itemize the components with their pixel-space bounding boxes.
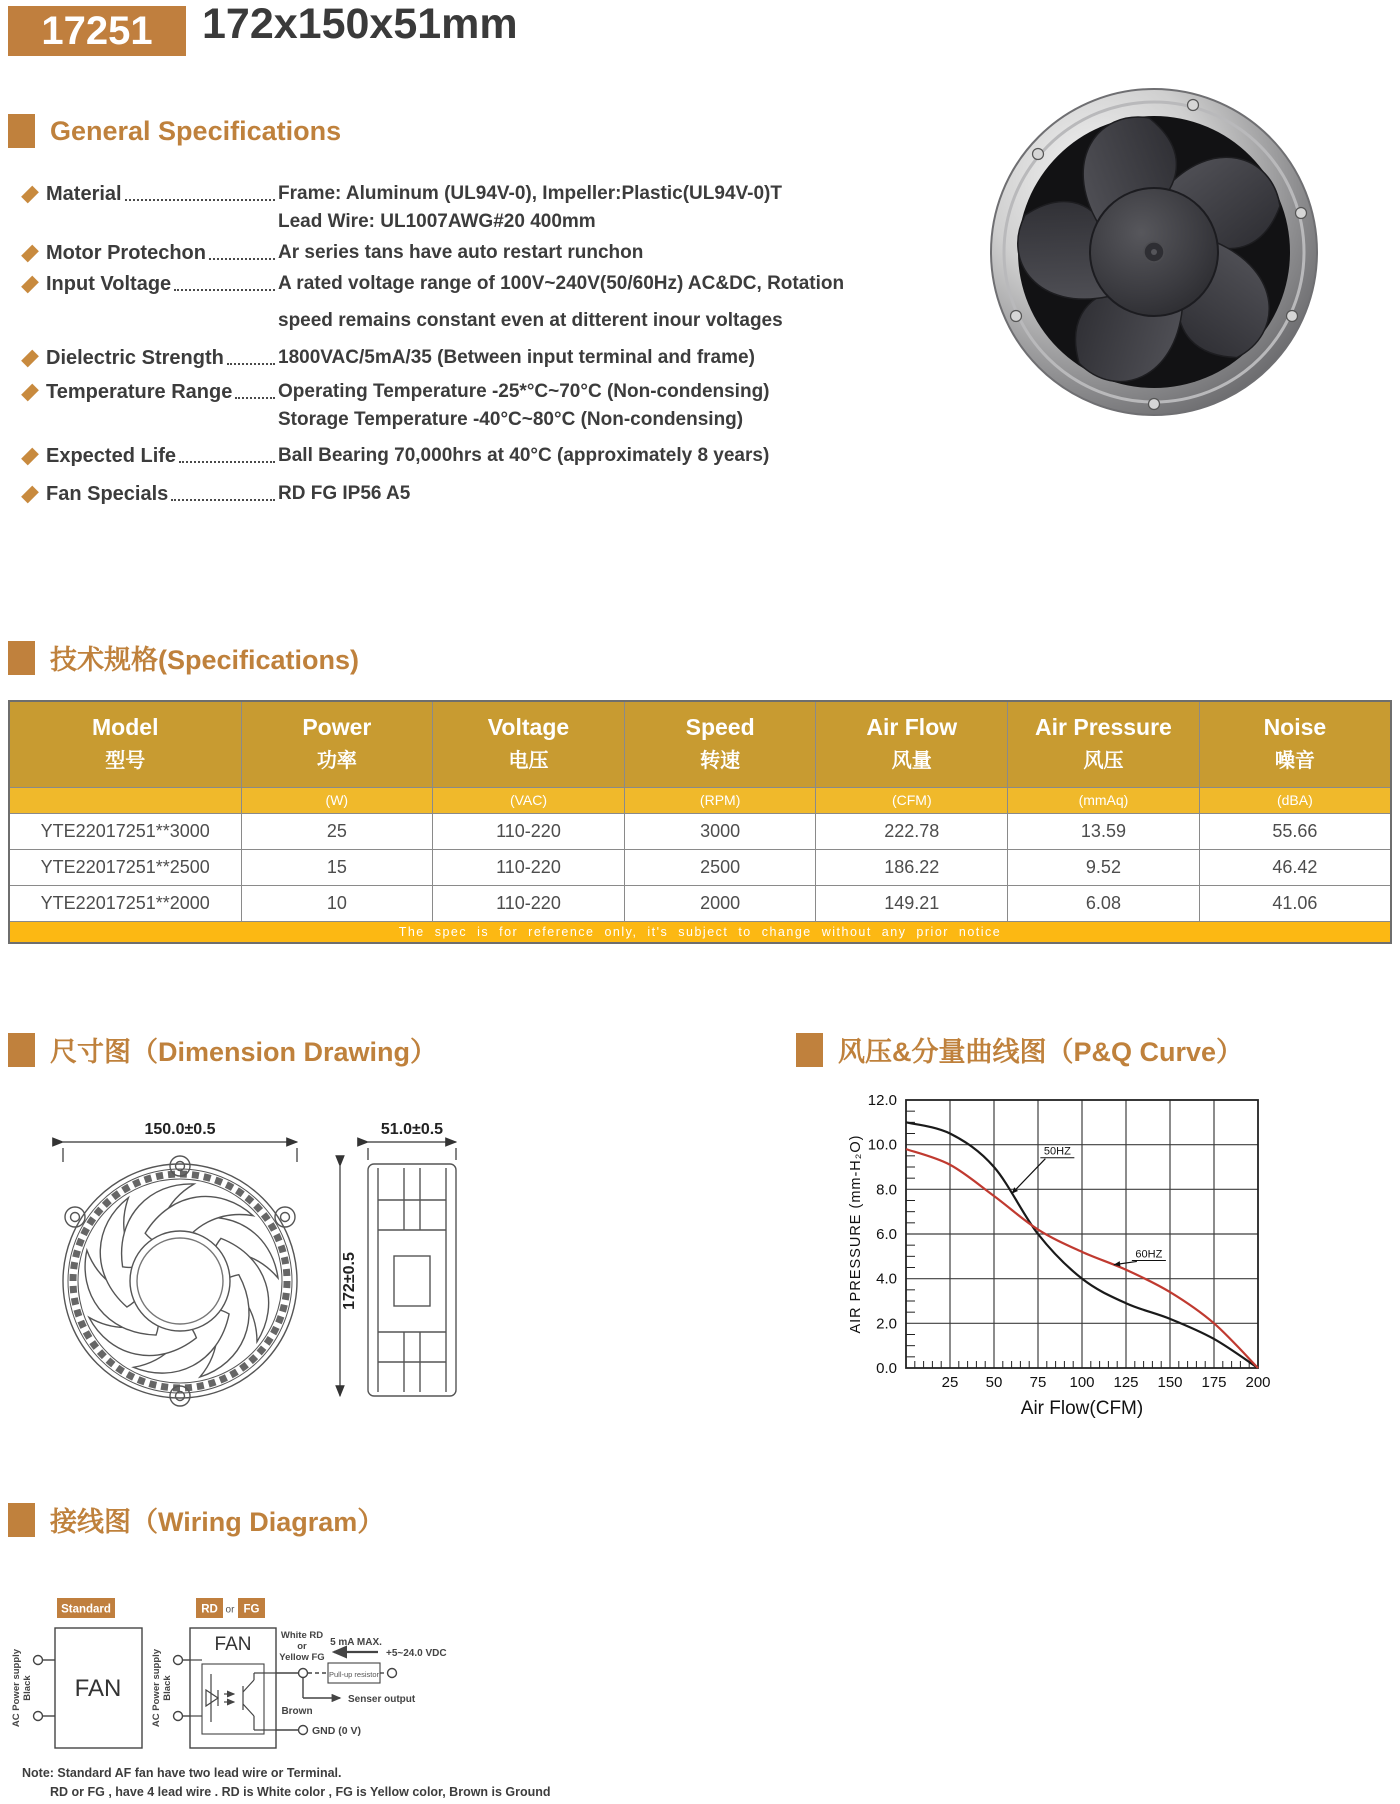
general-specs-heading (8, 114, 341, 148)
wiring-notes (22, 1764, 551, 1802)
svg-text:200: 200 (1245, 1374, 1271, 1391)
svg-text:FG: FG (243, 1603, 260, 1616)
heading-square-icon (8, 114, 35, 148)
col-header: Noise 噪音 (1199, 701, 1391, 787)
table-units-row: (W) (VAC) (RPM) (CFM) (mmAq) (dBA) (9, 787, 1391, 813)
curve-label-50HZ: 50HZ (1043, 1145, 1071, 1158)
table-row: YTE22017251**2000 10 110-220 2000 149.21 6.08 41.06 (9, 885, 1391, 921)
white-rd-label: White RD (280, 1630, 324, 1641)
dotted-leader (227, 363, 275, 365)
spec-label: Temperature Range (46, 381, 233, 403)
spec-label: Expected Life (46, 445, 177, 467)
pullup-resistor-label: Pull-up resistor (328, 1670, 380, 1679)
dimension-drawing (28, 1088, 488, 1428)
wiring-heading (8, 1500, 384, 1539)
col-header: Model 型号 (9, 701, 241, 787)
table-row: YTE22017251**2500 15 110-220 2500 186.22 9.52 46.42 (9, 849, 1391, 885)
svg-text:50: 50 (985, 1374, 1003, 1391)
diamond-bullet-icon (21, 276, 39, 294)
svg-text:Standard: Standard (61, 1603, 111, 1616)
wiring-title: 接线图（Wiring Diagram） (50, 1507, 385, 1537)
dotted-leader (174, 289, 275, 291)
depth-dimension-label: 51.0±0.5 (380, 1121, 444, 1138)
diamond-bullet-icon (21, 186, 39, 204)
or-label: or (225, 1604, 235, 1616)
yellow-fg-label: Yellow FG (279, 1652, 325, 1663)
size-title: 172x150x51mm (202, 0, 518, 48)
spec-value: 1800VAC/5mA/35 (Between input terminal and frame) (278, 347, 755, 368)
fan-label: FAN (74, 1675, 122, 1702)
spec-item-fan-specials (20, 480, 980, 508)
height-dimension-label: 172±0.5 (341, 1252, 358, 1310)
svg-text:25: 25 (941, 1374, 959, 1391)
spec-value: RD FG IP56 A5 (278, 483, 411, 504)
spec-label: Dielectric Strength (46, 347, 224, 369)
svg-text:AIR PRESSURE (mm-H₂O): AIR PRESSURE (mm-H₂O) (848, 1134, 864, 1334)
svg-text:150: 150 (1157, 1374, 1183, 1391)
spec-value: Frame: Aluminum (UL94V-0), Impeller:Plastic(UL94V-0)T Lead Wire: UL1007AWG#20 400mm (278, 183, 782, 232)
svg-text:75: 75 (1029, 1374, 1047, 1391)
spec-label: Fan Specials (46, 483, 169, 505)
ma-max-label: 5 mA MAX. (330, 1637, 382, 1648)
spec-label: Motor Protechon (46, 242, 206, 264)
black-label: Black (162, 1675, 173, 1701)
diamond-bullet-icon (21, 486, 39, 504)
width-dimension-label: 150.0±0.5 (144, 1121, 216, 1138)
ac-power-label: AC Power supply (11, 1648, 22, 1728)
fan-product-photo (982, 76, 1322, 426)
heading-square-icon (8, 1503, 35, 1537)
fan-front-view (63, 1156, 297, 1406)
spec-item-material (20, 180, 980, 236)
spec-item-motor-protection (20, 239, 980, 267)
table-row: YTE22017251**3000 25 110-220 3000 222.78 13.59 55.66 (9, 813, 1391, 849)
col-header: Air Pressure 风压 (1008, 701, 1200, 787)
svg-text:175: 175 (1201, 1374, 1227, 1391)
spec-value: Ar series tans have auto restart runchon (278, 242, 644, 263)
wire-or-label: or (297, 1641, 307, 1652)
dotted-leader (125, 199, 275, 201)
curve-label-60HZ: 60HZ (1135, 1248, 1163, 1261)
fan-label: FAN (214, 1634, 252, 1655)
col-header: Power 功率 (241, 701, 433, 787)
senser-output-label: Senser output (348, 1694, 416, 1705)
svg-text:0.0: 0.0 (876, 1360, 897, 1377)
svg-text:4.0: 4.0 (876, 1270, 897, 1288)
gnd-label: GND (0 V) (312, 1725, 362, 1737)
pq-title: 风压&分量曲线图（P&Q Curve） (838, 1037, 1244, 1067)
spec-item-temperature-range (20, 378, 980, 434)
diamond-bullet-icon (21, 384, 39, 402)
spec-value: Ball Bearing 70,000hrs at 40°C (approximately 8 years) (278, 445, 770, 466)
dotted-leader (209, 258, 275, 260)
svg-text:8.0: 8.0 (876, 1181, 897, 1199)
heading-square-icon (8, 1033, 35, 1067)
diamond-bullet-icon (21, 245, 39, 263)
svg-text:100: 100 (1069, 1374, 1095, 1391)
spec-value: A rated voltage range of 100V~240V(50/60Hz) AC&DC, Rotation speed remains constant even at ditterent inour voltages (278, 273, 845, 331)
dimension-heading (8, 1030, 437, 1069)
svg-text:125: 125 (1113, 1374, 1139, 1391)
dotted-leader (179, 461, 275, 463)
diamond-bullet-icon (21, 350, 39, 368)
spec-value: Operating Temperature -25*°C~70°C (Non-condensing) Storage Temperature -40°C~80°C (Non-condensing) (278, 381, 770, 430)
svg-text:12.0: 12.0 (867, 1092, 897, 1109)
table-footnote-row: The spec is for reference only, it's subject to change without any prior notice (9, 921, 1391, 943)
col-header: Voltage 电压 (433, 701, 625, 787)
optocoupler-icon (190, 1660, 276, 1730)
note-line-2: RD or FG , have 4 lead wire . RD is White color , FG is Yellow color, Brown is Ground (50, 1785, 551, 1799)
model-badge: 17251 (8, 6, 186, 56)
dimension-title: 尺寸图（Dimension Drawing） (50, 1037, 438, 1067)
spec-item-input-voltage (20, 270, 980, 335)
specifications-heading (8, 638, 359, 677)
col-header: Air Flow 风量 (816, 701, 1008, 787)
spec-table (8, 700, 1392, 944)
svg-text:6.0: 6.0 (876, 1226, 897, 1243)
spec-item-dielectric-strength (20, 344, 980, 372)
pq-heading (796, 1030, 1243, 1069)
brown-label: Brown (281, 1706, 313, 1717)
specifications-title: 技术规格(Specifications) (50, 645, 360, 675)
diamond-bullet-icon (21, 448, 39, 466)
table-header-row (9, 701, 1391, 787)
spec-item-expected-life (20, 442, 980, 470)
general-specs-title: General Specifications (50, 115, 342, 146)
heading-square-icon (796, 1033, 823, 1067)
fan-side-view (368, 1164, 456, 1396)
svg-text:Air Flow(CFM): Air Flow(CFM) (1020, 1398, 1144, 1419)
spec-label: Input Voltage (46, 273, 172, 295)
dotted-leader (235, 397, 275, 399)
vdc-label: +5~24.0 VDC (386, 1648, 447, 1659)
svg-text:10.0: 10.0 (867, 1136, 897, 1154)
svg-text:2.0: 2.0 (876, 1315, 897, 1333)
pq-chart (842, 1082, 1322, 1442)
heading-square-icon (8, 641, 35, 675)
black-label: Black (22, 1675, 33, 1701)
col-header: Speed 转速 (624, 701, 816, 787)
wiring-diagram (10, 1590, 470, 1765)
ac-power-label: AC Power supply (151, 1648, 162, 1728)
dotted-leader (171, 499, 275, 501)
general-specs-list (20, 180, 980, 511)
note-line-1: Note: Standard AF fan have two lead wire or Terminal. (22, 1766, 342, 1780)
svg-text:RD: RD (201, 1603, 218, 1616)
spec-label: Material (46, 183, 122, 205)
